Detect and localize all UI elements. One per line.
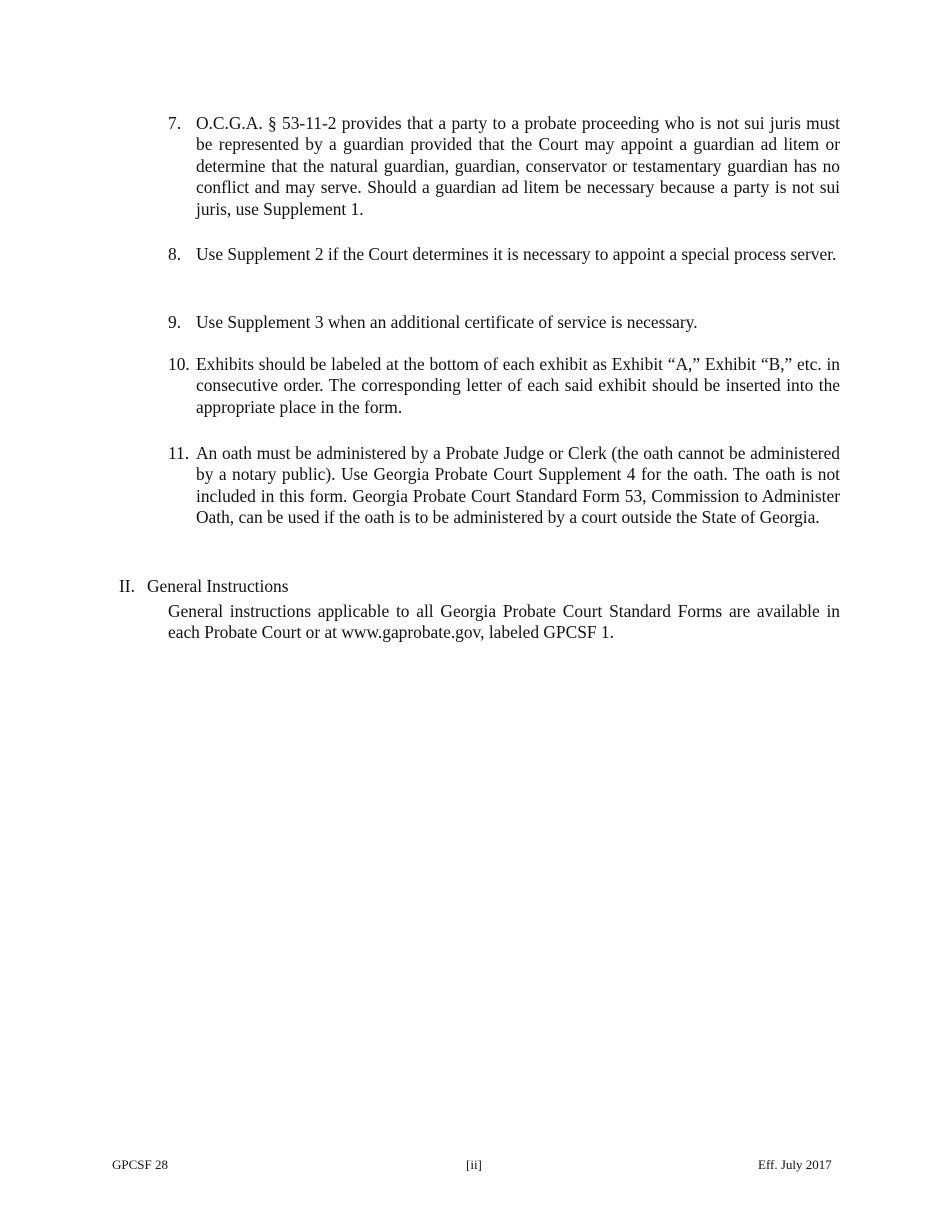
section-numeral: II.	[119, 576, 135, 596]
footer-form-id: GPCSF 28	[112, 1157, 168, 1172]
instruction-item-10	[168, 354, 840, 418]
item-text: O.C.G.A. § 53-11-2 provides that a party to a probate proceeding who is not sui juris must be represented by a guardian provided that the Court may appoint a guardian ad litem or determine that the natural guardian, guardian, conservator or testamentary guardian has no conflict and may serve. Should a guardian ad litem be necessary because a party is not sui juris, use Supplement 1.	[196, 113, 840, 219]
instruction-item-8	[168, 244, 840, 265]
instruction-item-9	[168, 312, 840, 333]
section-heading-general-instructions	[119, 576, 289, 597]
footer-effective-date: Eff. July 2017	[758, 1157, 832, 1172]
item-text: Exhibits should be labeled at the bottom of each exhibit as Exhibit “A,” Exhibit “B,” etc. in consecutive order. The corresponding letter of each said exhibit should be inserted into the appropriate place in the form.	[196, 354, 840, 417]
footer-page-number: [ii]	[466, 1157, 482, 1172]
item-text: An oath must be administered by a Probate Judge or Clerk (the oath cannot be administered by a notary public). Use Georgia Probate Court Supplement 4 for the oath. The oath is not included in this form. Georgia Probate Court Standard Form 53, Commission to Administer Oath, can be used if the oath is to be administered by a court outside the State of Georgia.	[196, 443, 840, 528]
item-number: 10.	[168, 354, 190, 374]
item-number: 9.	[168, 312, 182, 332]
instruction-item-7	[168, 113, 840, 220]
item-number: 7.	[168, 113, 182, 133]
item-number: 11.	[168, 443, 190, 463]
instruction-item-11	[168, 443, 840, 529]
item-text: Use Supplement 3 when an additional certificate of service is necessary.	[196, 312, 698, 332]
item-number: 8.	[168, 244, 182, 264]
section-title: General Instructions	[147, 576, 289, 596]
section-body-general-instructions: General instructions applicable to all Georgia Probate Court Standard Forms are available in each Probate Court or at www.gaprobate.gov, labeled GPCSF 1.	[168, 601, 840, 643]
item-text: Use Supplement 2 if the Court determines it is necessary to appoint a special process server.	[196, 244, 837, 264]
